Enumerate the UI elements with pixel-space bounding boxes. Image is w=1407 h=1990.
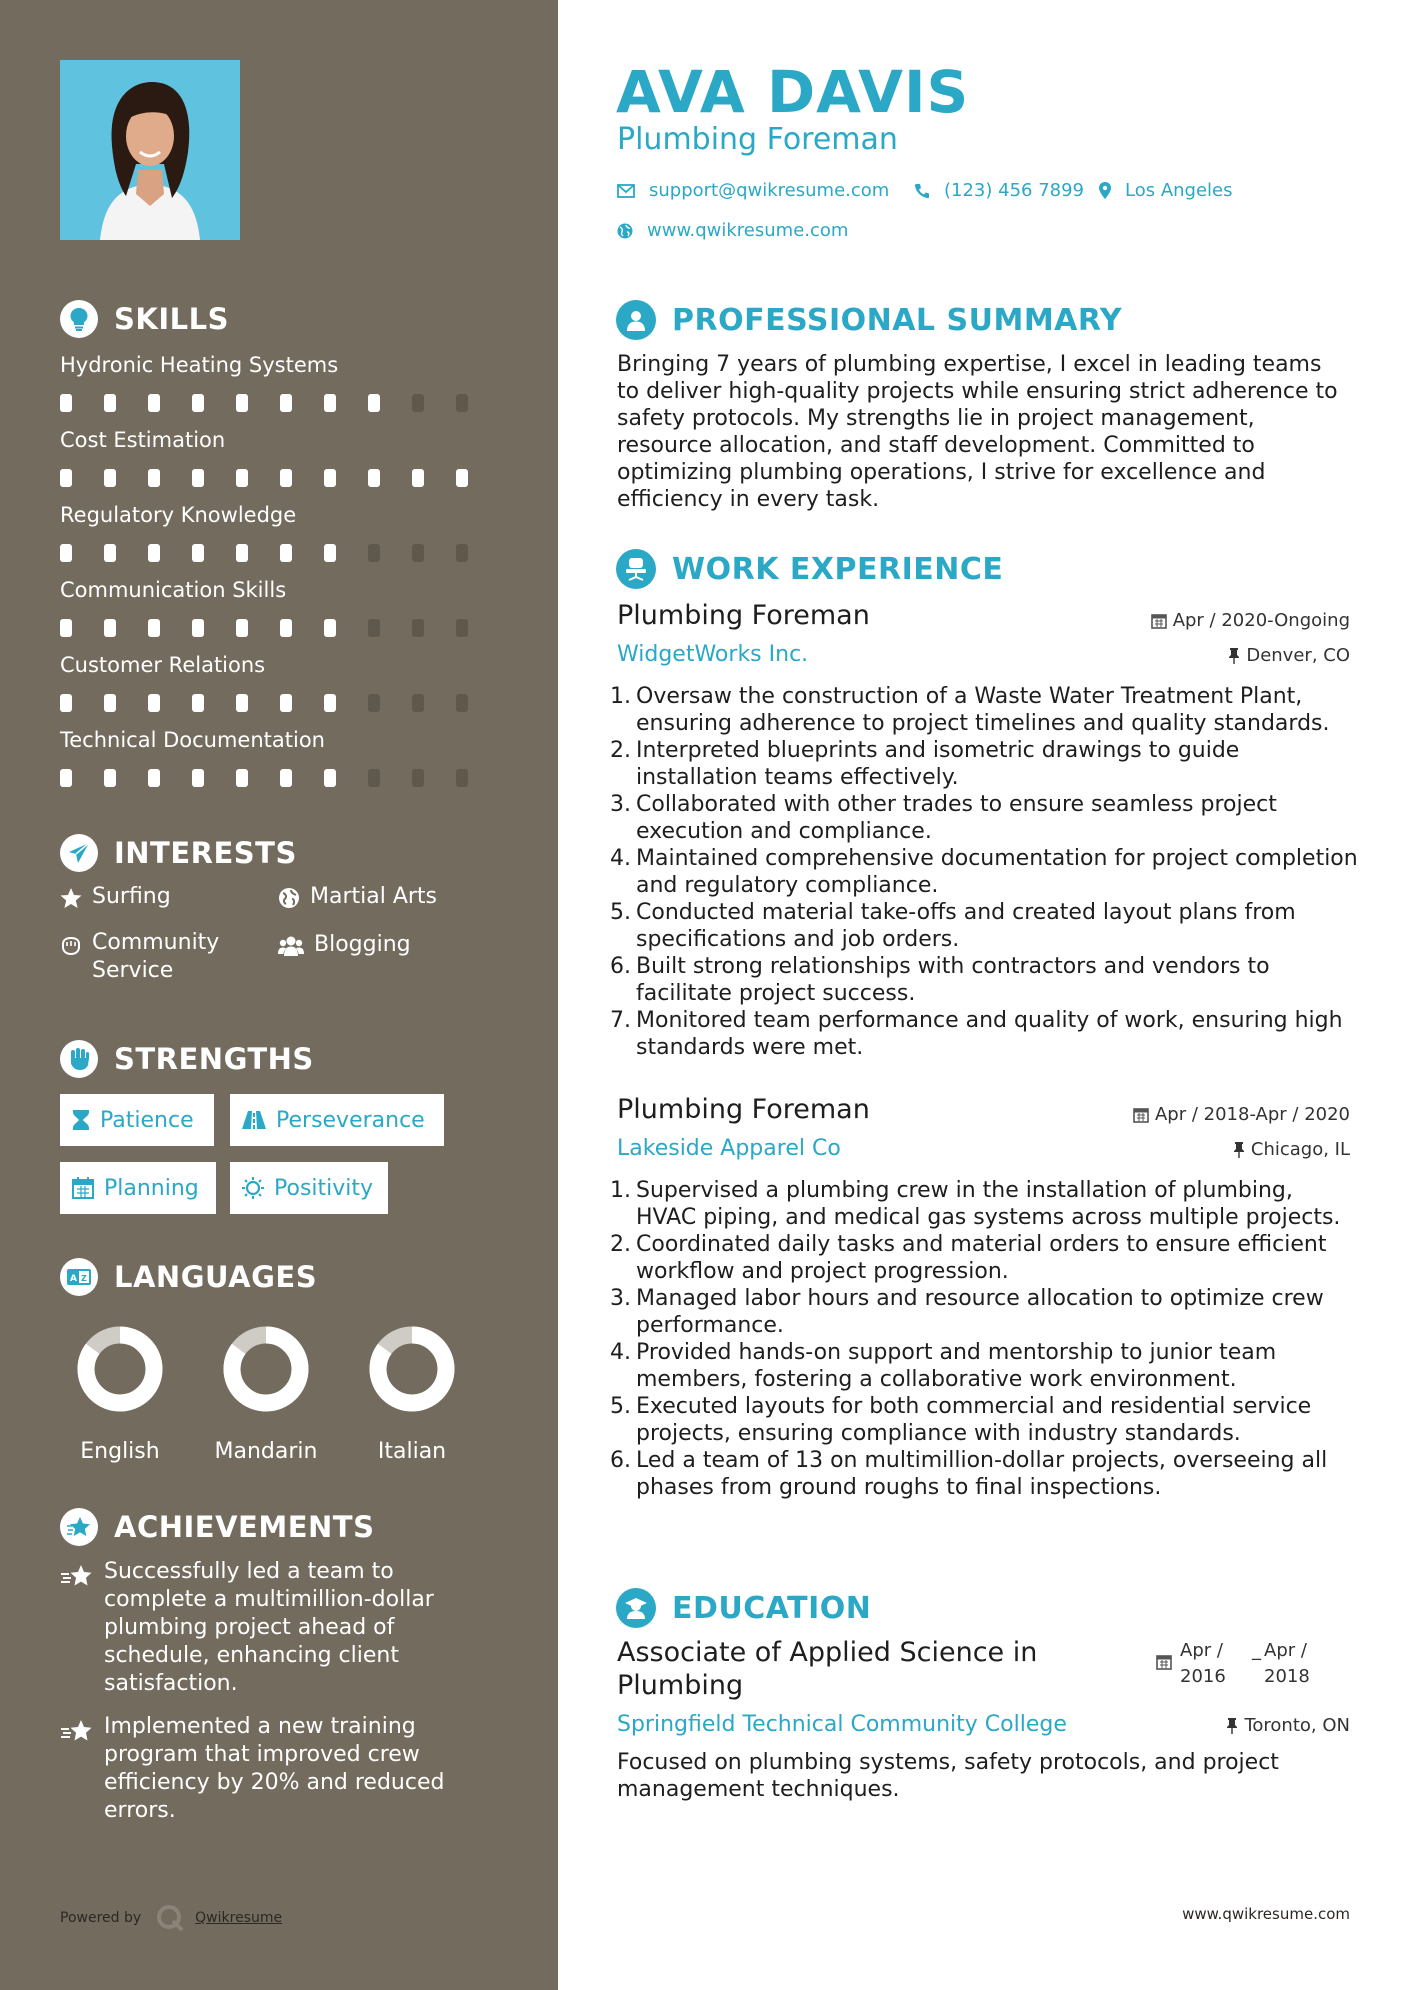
education-description: Focused on plumbing systems, safety protocols, and project management techniques. (617, 1750, 1279, 1802)
education-heading-text: EDUCATION (672, 1590, 872, 1626)
rating-dot-filled (148, 469, 160, 487)
rating-dot-filled (192, 769, 204, 787)
briefcase-chair-icon (616, 549, 656, 589)
interests-heading (60, 834, 297, 872)
job-bullet (610, 1447, 1358, 1501)
rating-dot-empty (412, 544, 424, 562)
star-icon (60, 887, 82, 909)
rating-dot-filled (60, 694, 72, 712)
shooting-star-icon (60, 1562, 94, 1590)
experience-heading (616, 549, 1003, 589)
bullet-number: 5. (610, 1394, 631, 1419)
rating-dot-empty (456, 544, 468, 562)
bullet-text: Supervised a plumbing crew in the installation of plumbing, HVAC piping, and medical gas systems across multiple projects. (636, 1178, 1341, 1230)
job-title: Plumbing Foreman (617, 600, 870, 631)
interest-surfing (60, 884, 171, 909)
strength-label: Positivity (274, 1175, 374, 1201)
lightbulb-icon (60, 300, 98, 338)
rating-dot-filled (60, 394, 72, 412)
bullet-text: Conducted material take-offs and created layout plans from specifications and job orders. (636, 900, 1296, 952)
rating-dot-filled (148, 394, 160, 412)
skill-name: Technical Documentation (60, 728, 325, 752)
job-bullet (610, 1231, 1358, 1285)
location-text: Los Angeles (1125, 180, 1233, 201)
calendar-icon (1156, 1654, 1172, 1670)
summary-text: Bringing 7 years of plumbing expertise, I excel in leading teams to deliver high-quality projects while ensuring strict adherence to safety protocols. My strengths lie in project management, resource allocation, and staff development. Committed to optimizing plumbing operations, I strive for excellence and efficiency in every task. (617, 352, 1338, 512)
skill-rating (60, 769, 500, 787)
skill-rating (60, 394, 500, 412)
languages-heading (60, 1258, 317, 1296)
experience-heading-text: WORK EXPERIENCE (672, 551, 1004, 587)
rating-dot-filled (236, 544, 248, 562)
achievement-text: Implemented a new training program that improved crew efficiency by 20% and reduced errors. (104, 1714, 445, 1823)
rating-dot-filled (148, 619, 160, 637)
education-date-start: Apr / 2016 (1180, 1640, 1226, 1687)
job-title: Plumbing Foreman (617, 1094, 870, 1125)
rating-dot-empty (456, 394, 468, 412)
achievements-heading-text: ACHIEVEMENTS (114, 1510, 375, 1544)
bullet-text: Coordinated daily tasks and material orders to ensure efficient workflow and project progression. (636, 1232, 1327, 1284)
job-bullet (610, 1339, 1358, 1393)
rating-dot-filled (236, 469, 248, 487)
job-company: WidgetWorks Inc. (617, 642, 809, 667)
interest-label: Martial Arts (310, 884, 438, 909)
language-name: Italian (377, 1439, 447, 1464)
skill-name: Communication Skills (60, 578, 287, 602)
bullet-text: Maintained comprehensive documentation for project completion and regulatory compliance. (636, 846, 1358, 898)
bullet-number: 5. (610, 900, 631, 925)
footer-website[interactable]: www.qwikresume.com (1182, 1905, 1350, 1923)
rating-dot-empty (368, 769, 380, 787)
contact-phone[interactable] (914, 180, 1084, 201)
education-location (1226, 1715, 1350, 1736)
bullet-text: Managed labor hours and resource allocation to optimize crew performance. (636, 1286, 1324, 1338)
trophy-star-icon (60, 1508, 98, 1546)
calendar-icon (1151, 613, 1167, 629)
rating-dot-filled (104, 694, 116, 712)
interest-martial-arts (278, 884, 437, 909)
rating-dot-filled (60, 619, 72, 637)
globe-icon (617, 223, 633, 239)
bullet-number: 2. (610, 1232, 631, 1257)
contact-location (1099, 180, 1233, 201)
rating-dot-empty (456, 769, 468, 787)
rating-dot-filled (192, 694, 204, 712)
strength-label: Perseverance (276, 1107, 425, 1133)
education-heading (616, 1588, 871, 1628)
strength-planning (60, 1162, 216, 1214)
job-bullet (610, 1393, 1358, 1447)
rating-dot-filled (104, 769, 116, 787)
pushpin-icon (1233, 1142, 1245, 1158)
rating-dot-empty (368, 694, 380, 712)
skill-rating (60, 544, 500, 562)
rating-dot-filled (148, 769, 160, 787)
svg-text:A: A (70, 1274, 77, 1284)
powered-by (60, 1903, 282, 1933)
skills-heading-text: SKILLS (114, 302, 229, 336)
rating-dot-filled (236, 394, 248, 412)
rating-dot-empty (456, 694, 468, 712)
rating-dot-filled (324, 619, 336, 637)
contact-website[interactable] (617, 220, 848, 241)
job-date-text: Apr / 2020-Ongoing (1172, 610, 1350, 631)
education-degree: Associate of Applied Science in Plumbing (617, 1637, 1038, 1701)
education-date-end: Apr / 2018 (1264, 1640, 1310, 1687)
rating-dot-filled (236, 619, 248, 637)
language-proficiency-ring (222, 1325, 310, 1413)
job-bullet (610, 1285, 1358, 1339)
bullet-number: 4. (610, 846, 631, 871)
candidate-title: Plumbing Foreman (617, 122, 898, 157)
rating-dot-filled (280, 469, 292, 487)
bullet-text: Led a team of 13 on multimillion-dollar projects, overseeing all phases from ground roughs to final inspections. (636, 1448, 1328, 1500)
rating-dot-filled (192, 469, 204, 487)
bullet-number: 3. (610, 792, 631, 817)
rating-dot-filled (324, 694, 336, 712)
strength-label: Patience (100, 1107, 194, 1133)
job-location-text: Denver, CO (1246, 645, 1350, 666)
rating-dot-empty (412, 619, 424, 637)
achievement-item (60, 1713, 460, 1825)
rating-dot-empty (456, 619, 468, 637)
skill-item (60, 650, 500, 712)
language-name: English (80, 1439, 160, 1464)
job-bullet (610, 683, 1358, 737)
job-location-text: Chicago, IL (1250, 1139, 1350, 1160)
strengths-heading-text: STRENGTHS (114, 1042, 314, 1076)
summary-heading (616, 300, 1122, 340)
skill-item (60, 350, 500, 412)
job-bullet (610, 953, 1358, 1007)
qwikresume-logo-icon (155, 1903, 185, 1933)
skills-heading (60, 300, 229, 338)
rating-dot-filled (192, 619, 204, 637)
interest-label: Community Service (92, 930, 220, 983)
rating-dot-filled (324, 769, 336, 787)
job-bullet-list (610, 1177, 1358, 1501)
skill-item (60, 575, 500, 637)
rating-dot-empty (368, 619, 380, 637)
rating-dot-filled (60, 769, 72, 787)
strengths-heading (60, 1040, 314, 1078)
svg-text:Z: Z (81, 1274, 87, 1283)
skill-name: Cost Estimation (60, 428, 226, 452)
education-school: Springfield Technical Community College (617, 1712, 1067, 1737)
bullet-text: Built strong relationships with contractors and vendors to facilitate project success. (636, 954, 1270, 1006)
users-icon (278, 935, 304, 957)
rating-dot-filled (280, 394, 292, 412)
job-bullet (610, 899, 1358, 953)
rating-dot-filled (236, 769, 248, 787)
hand-icon (60, 935, 82, 957)
job-location (1233, 1139, 1350, 1160)
interest-blogging (278, 932, 411, 957)
rating-dot-filled (192, 544, 204, 562)
skill-name: Customer Relations (60, 653, 266, 677)
bullet-number: 1. (610, 684, 631, 709)
rating-dot-filled (60, 544, 72, 562)
calendar-icon (1133, 1107, 1149, 1123)
bullet-number: 4. (610, 1340, 631, 1365)
job-location (1228, 645, 1350, 666)
language-name: Mandarin (214, 1439, 318, 1464)
job-company: Lakeside Apparel Co (617, 1136, 841, 1161)
main-content (558, 0, 1407, 1990)
language-item (206, 1325, 326, 1464)
hourglass-icon (72, 1109, 90, 1131)
job-bullet-list (610, 683, 1358, 1061)
interest-label: Blogging (314, 932, 411, 957)
rating-dot-filled (104, 619, 116, 637)
rating-dot-filled (104, 544, 116, 562)
skill-name: Regulatory Knowledge (60, 503, 297, 527)
sun-icon (242, 1177, 264, 1199)
education-location-text: Toronto, ON (1244, 1715, 1350, 1736)
job-date (1151, 610, 1350, 631)
skill-name: Hydronic Heating Systems (60, 353, 339, 377)
graduate-icon (616, 1588, 656, 1628)
email-text[interactable]: support@qwikresume.com (649, 180, 890, 201)
rating-dot-filled (324, 469, 336, 487)
summary-heading-text: PROFESSIONAL SUMMARY (672, 302, 1123, 338)
rating-dot-filled (324, 544, 336, 562)
education-dates (1156, 1638, 1324, 1690)
strength-patience (60, 1094, 214, 1146)
rating-dot-empty (412, 694, 424, 712)
rating-dot-filled (148, 544, 160, 562)
qwikresume-link[interactable]: Qwikresume (195, 1910, 283, 1926)
achievements-heading (60, 1508, 374, 1546)
job-date-text: Apr / 2018-Apr / 2020 (1154, 1104, 1350, 1125)
bullet-number: 2. (610, 738, 631, 763)
calendar-icon (72, 1177, 94, 1199)
rating-dot-filled (104, 469, 116, 487)
globe-icon (278, 887, 300, 909)
skill-item (60, 500, 500, 562)
rating-dot-filled (324, 394, 336, 412)
job-bullet (610, 1007, 1358, 1061)
bullet-number: 6. (610, 954, 631, 979)
road-icon (242, 1110, 266, 1130)
rating-dot-empty (412, 769, 424, 787)
bullet-text: Collaborated with other trades to ensure seamless project execution and compliance. (636, 792, 1277, 844)
candidate-name: AVA DAVIS (616, 58, 970, 126)
language-proficiency-ring (368, 1325, 456, 1413)
bullet-text: Monitored team performance and quality of work, ensuring high standards were met. (636, 1008, 1343, 1060)
bullet-text: Oversaw the construction of a Waste Water Treatment Plant, ensuring adherence to project timelines and quality standards. (636, 684, 1330, 736)
bullet-text: Interpreted blueprints and isometric drawings to guide installation teams effectively. (636, 738, 1240, 790)
language-item (352, 1325, 472, 1464)
rating-dot-filled (148, 694, 160, 712)
skill-rating (60, 694, 500, 712)
language-proficiency-ring (76, 1325, 164, 1413)
pushpin-icon (1226, 1718, 1238, 1734)
contact-email[interactable] (617, 180, 889, 201)
skill-rating (60, 619, 500, 637)
bullet-text: Provided hands-on support and mentorship to junior team members, fostering a collaborative work environment. (636, 1340, 1277, 1392)
pushpin-icon (1228, 648, 1240, 664)
paper-plane-icon (60, 834, 98, 872)
rating-dot-filled (368, 469, 380, 487)
job-bullet (610, 1177, 1358, 1231)
powered-by-label: Powered by (60, 1910, 142, 1926)
profile-photo (60, 60, 240, 240)
sidebar (0, 0, 558, 1990)
rating-dot-empty (412, 394, 424, 412)
rating-dot-filled (280, 769, 292, 787)
interests-heading-text: INTERESTS (114, 836, 297, 870)
rating-dot-filled (280, 544, 292, 562)
job-date (1133, 1104, 1350, 1125)
job-bullet (610, 791, 1358, 845)
bullet-number: 7. (610, 1008, 631, 1033)
skill-item (60, 425, 500, 487)
rating-dot-empty (368, 544, 380, 562)
phone-text[interactable]: (123) 456 7899 (944, 180, 1085, 201)
map-pin-icon (1099, 182, 1111, 199)
user-icon (616, 300, 656, 340)
phone-icon (914, 183, 930, 199)
rating-dot-filled (280, 694, 292, 712)
rating-dot-filled (368, 394, 380, 412)
job-bullet (610, 737, 1358, 791)
translate-icon (60, 1258, 98, 1296)
website-text[interactable]: www.qwikresume.com (647, 220, 849, 241)
bullet-text: Executed layouts for both commercial and residential service projects, ensuring compliance with industry standards. (636, 1394, 1312, 1446)
skill-rating (60, 469, 500, 487)
shooting-star-icon (60, 1717, 94, 1745)
language-item (60, 1325, 180, 1464)
bullet-number: 3. (610, 1286, 631, 1311)
languages-heading-text: LANGUAGES (114, 1260, 318, 1294)
skill-item (60, 725, 500, 787)
interest-label: Surfing (92, 884, 171, 909)
rating-dot-filled (236, 694, 248, 712)
rating-dot-filled (104, 394, 116, 412)
bullet-number: 1. (610, 1178, 631, 1203)
rating-dot-filled (456, 469, 468, 487)
strength-perseverance (230, 1094, 444, 1146)
rating-dot-filled (280, 619, 292, 637)
interest-community-service (60, 932, 232, 985)
achievement-item (60, 1558, 460, 1698)
fist-icon (60, 1040, 98, 1078)
rating-dot-filled (60, 469, 72, 487)
rating-dot-filled (412, 469, 424, 487)
envelope-icon (617, 184, 635, 198)
bullet-number: 6. (610, 1448, 631, 1473)
strength-positivity (230, 1162, 388, 1214)
date-separator: _ (1252, 1640, 1261, 1661)
achievement-text: Successfully led a team to complete a multimillion-dollar plumbing project ahead of schedule, enhancing client satisfaction. (104, 1559, 434, 1696)
strength-label: Planning (104, 1175, 199, 1201)
job-bullet (610, 845, 1358, 899)
rating-dot-filled (192, 394, 204, 412)
